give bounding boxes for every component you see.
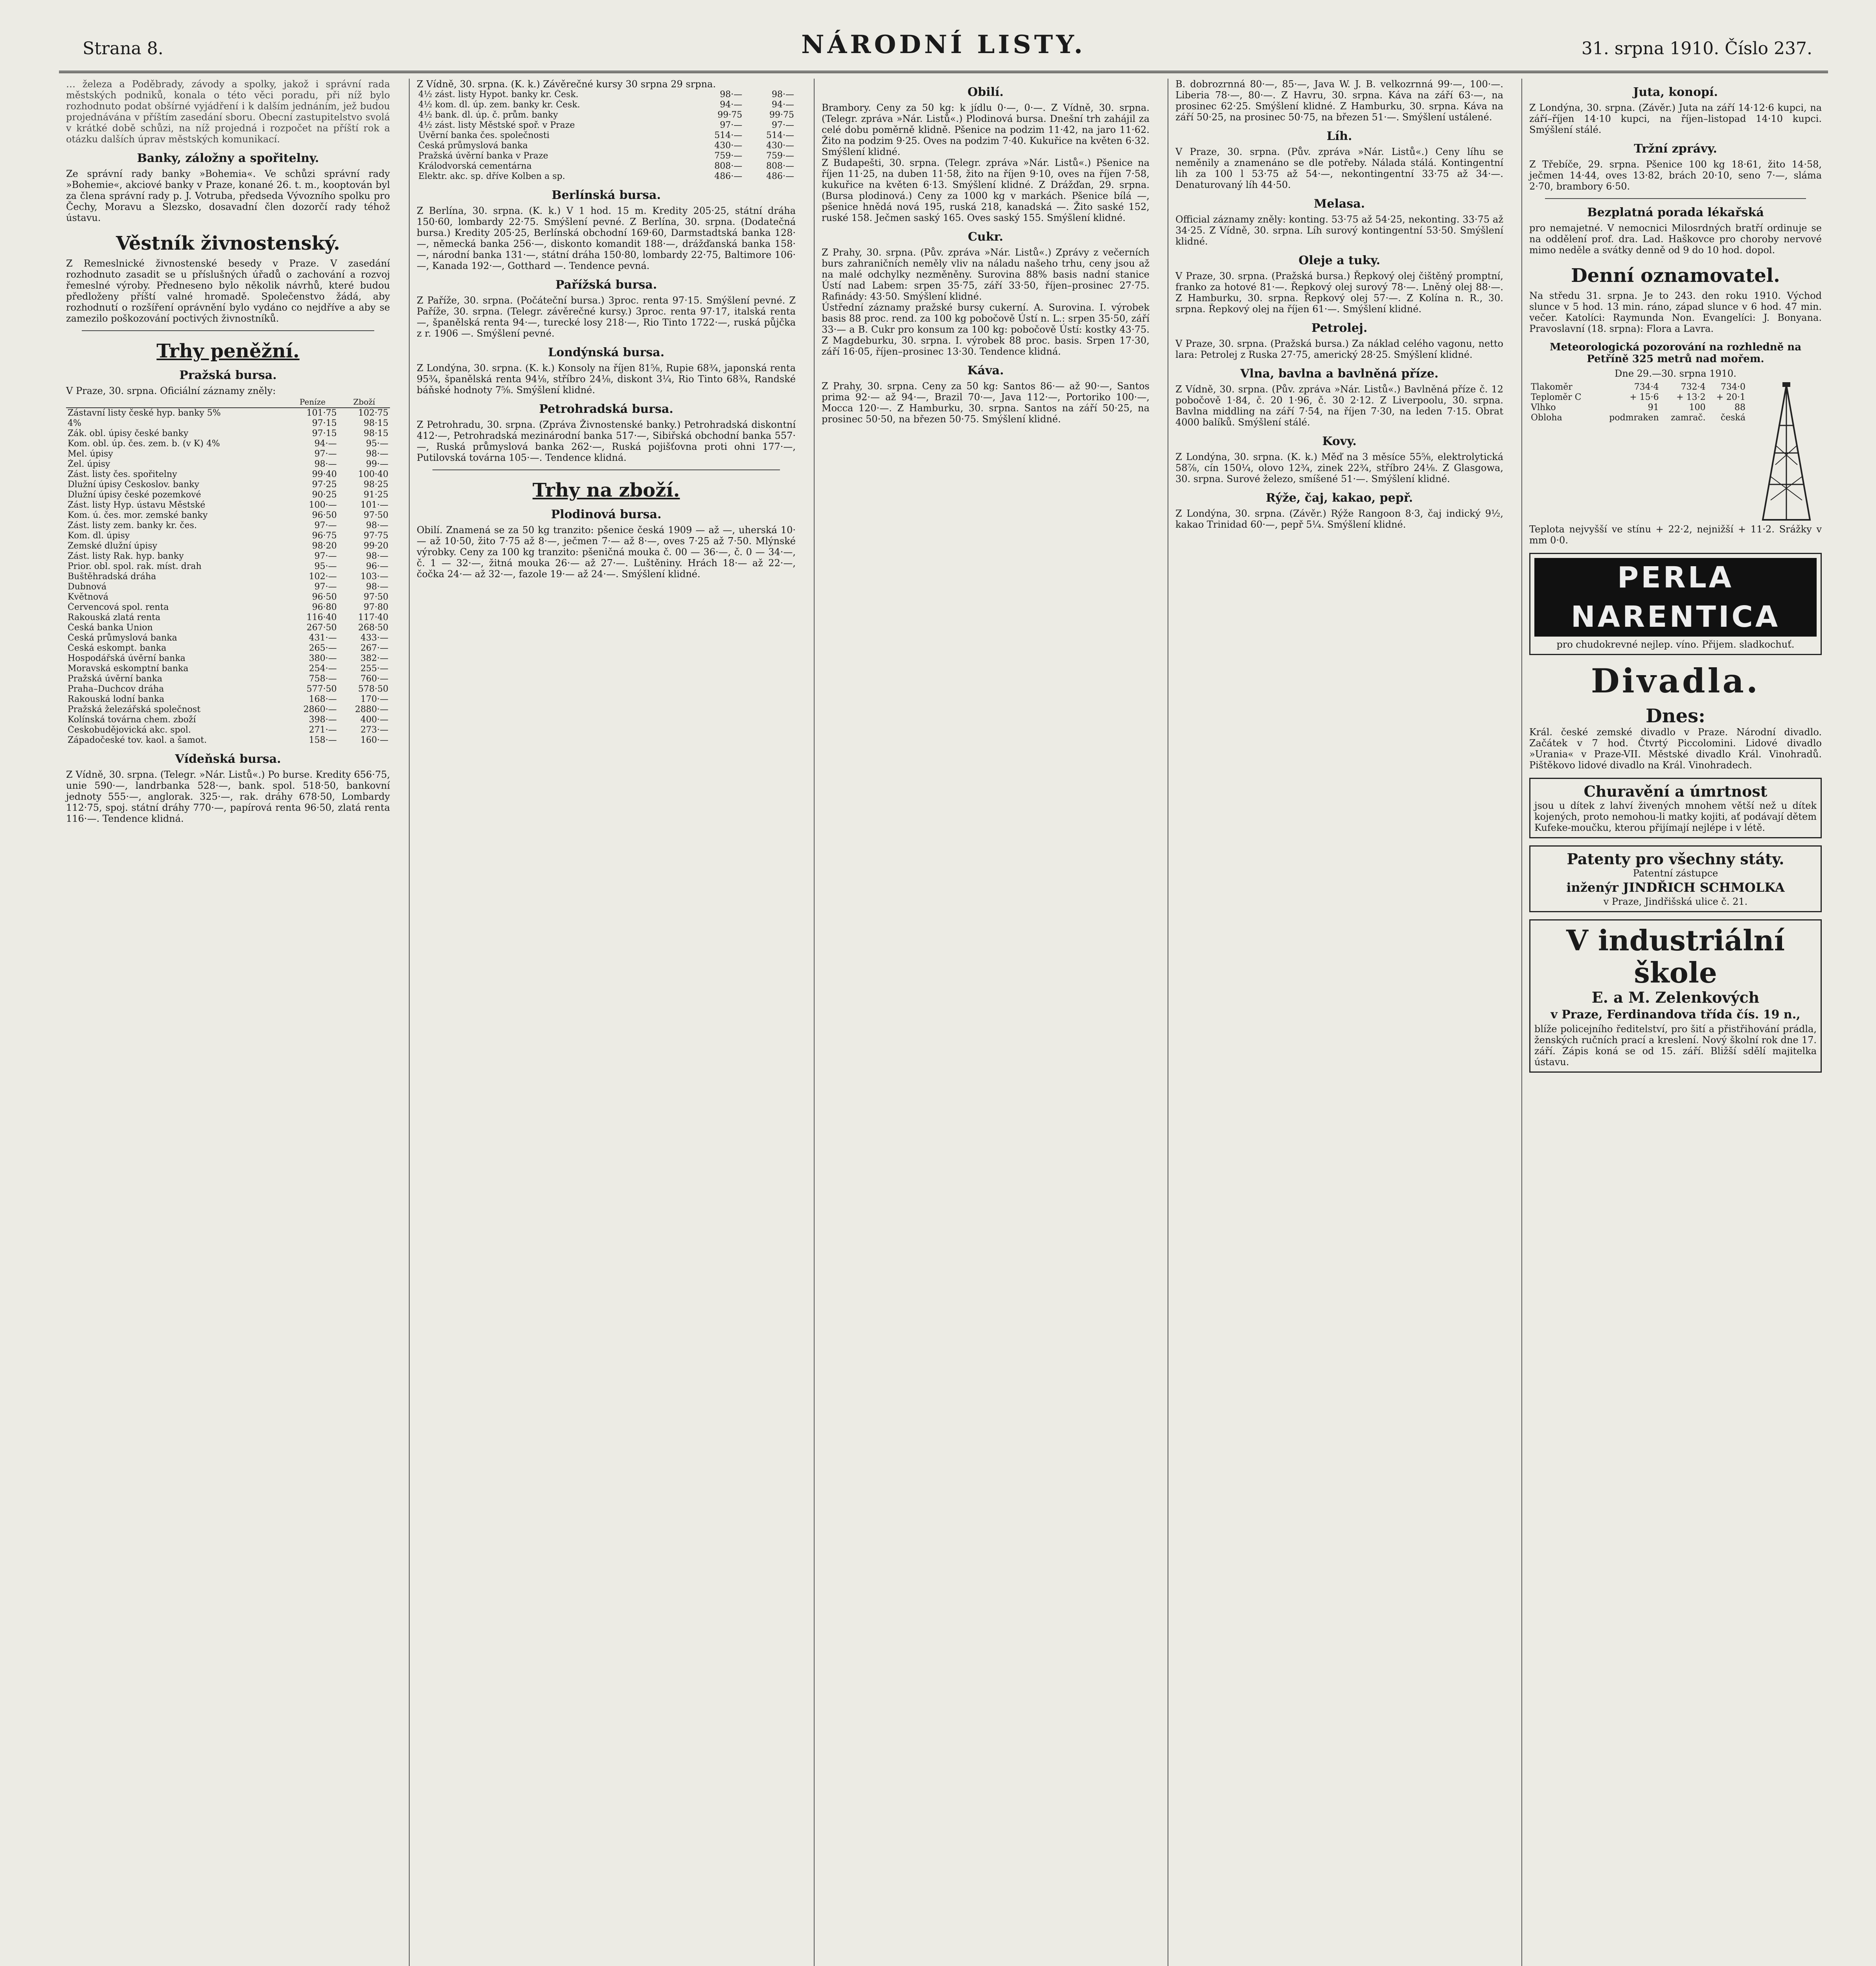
exchange-row [66,684,390,694]
row-value: 577·50 [306,684,337,694]
row-value: 273·— [360,725,388,735]
rice-tea-text: Z Londýna, 30. srpna. (Závěr.) Rýže Rangoon 8·3, čaj indický 9½, kakao Trinidad 60·—, pepř 5¼. Smýšlení klidné. [1175,508,1503,530]
closing-row [417,141,796,151]
exchange-row [66,572,390,582]
school-advert [1529,919,1822,1073]
exchange-row [66,490,390,500]
row-value: 400·— [360,715,388,725]
row-value: česká [1720,413,1745,423]
row-value: 734·4 [1634,382,1659,392]
row-value: 431·— [309,633,337,643]
jute-heading: Juta, konopí. [1633,85,1718,99]
commodity-markets-heading: Trhy na zboží. [532,479,680,501]
row-value: 103·— [360,572,388,582]
row-value: 98·25 [364,480,388,490]
exchange-row [66,694,390,705]
row-value: 97·— [314,551,337,561]
oils-text: V Praze, 30. srpna. (Pražská bursa.) Řepkový olej čištěný promptní, franko za hotové 81·—. Řepkový olej surový 78·—. Lněný olej 88·—. Z Hamburku, 30. srpna. Řepkový olej 57·—. Z Kolína n. R., 30. srpna. Řepkový olej na říjen 61·—. Smýšlení klidné. [1175,271,1503,315]
row-value: 101·75 [306,408,337,418]
sugar-official-text: Ústřední záznamy pražské bursy cukerní. A. Surovina. I. výrobek basis 88 proc. rend. za 100 kg pobočově Ústí n. L.: srpen 35·50, září 33·— a B. Cukr pro konsum za 100 kg: pobočově Ústí: kostky 43·75. Z Magdeburku, 30. srpna. I. výrobek 88 proc. basis. Srpen 17·30, září 16·05, říjen–prosinec 13·30. Tendence klidná. [822,302,1150,357]
row-value: 100·40 [358,469,388,479]
row-value: 99·— [366,459,388,469]
row-label: Kolínská továrna chem. zboží [68,715,196,725]
column-2 [409,79,803,1966]
paris-text: Z Paříže, 30. srpna. (Počáteční bursa.) 3proc. renta 97·15. Smýšlení pevné. Z Paříže, 30. srpna. (Telegr. závěrečné kursy.) 3proc. renta 97·17, italská renta —, španělská renta 94·—, turecké losy 218·—, Rio Tinto 1722·—, ruská půjčka z r. 1906 —. Smýšlení pevné. [417,295,796,339]
table-head-goods: Zboží [338,396,390,408]
row-label: Králodvorská cementárna [418,161,532,171]
budapest-dresden-text: Z Budapešti, 30. srpna. (Telegr. zpráva »Nár. Listů«.) Pšenice na říjen 11·25, na duben 11·58, žito na říjen 9·10, oves na říjen 7·58, kukuřice na květen 6·13. Smýšlení klidné. Z Drážďan, 29. srpna. (Bursa plodinová.) Ceny za 1000 kg v markách. Pšenice bílá —, pšenice hnědá nová 195, ruská 218, kanadská —. Žito saské 152, ruské 158. Ječmen saský 165. Oves saský 155. Smýšlení klidné. [822,157,1150,223]
vienna-exchange-heading: Vídeňská bursa. [175,752,281,766]
row-label: Česká průmyslová banka [418,141,528,151]
meteorology-table [1529,382,1747,423]
row-value: 255·— [360,664,388,674]
exchange-row [66,623,390,633]
exchange-row [66,561,390,572]
daily-announcer-heading: Denní oznamovatel. [1571,265,1780,287]
article-continuation: … železa a Poděbrady, závody a spolky, jakož i správní rada městských podniků, konala o této věci poradu, při níž bylo rozhodnuto podat obšírné vyjádření i k dalším jednáním, jež budou projednávána v příštím zasedání sboru. Obecní zastupitelstvo svolá v krátké době schůzi, na níž projedná i rozpočet na příští rok a otázku dalších úprav městských komunikací. [66,79,390,145]
row-value: 98·— [366,582,388,592]
exchange-row [66,551,390,561]
exchange-row [66,531,390,541]
row-value: 99·20 [364,541,388,551]
exchange-row [66,418,390,429]
patents-subtitle: Patentní zástupce [1633,868,1718,879]
row-value: 2860·— [303,705,337,714]
row-label: Českobudějovická akc. spol. [68,725,191,735]
molasses-text: Official záznamy zněly: konting. 53·75 až 54·25, nekonting. 33·75 až 34·25. Z Vídně, 30. srpna. Líh surový kontingentní 53·50. Smýšlení klidné. [1175,214,1503,247]
column-4 [1168,79,1510,1966]
row-label: Květnová [68,592,109,602]
row-value: 100·— [309,500,337,510]
row-value: 97·— [772,120,794,130]
row-value: 96·— [366,561,388,571]
row-value: 254·— [309,664,337,674]
row-label: Obloha [1531,413,1562,423]
closing-row [417,120,796,131]
row-label: Pražská železářská společnost [68,705,200,714]
churaveni-text: jsou u dítek z lahví živených mnohem větší než u dítek kojených, proto nemohou-li matky kojiti, ať podávají dětem Kufeke-moučku, kterou přijímají nejlépe i v létě. [1534,800,1817,833]
row-label: Kom. ú. čes. mor. zemské banky [68,510,208,520]
column-1 [59,79,397,1966]
row-label: Úvěrní banka čes. společnosti [418,131,550,140]
row-value: 97·50 [364,592,388,602]
exchange-row [66,429,390,439]
row-label: Česká eskompt. banka [68,643,167,653]
row-value: 271·— [309,725,337,735]
vienna-exchange-text: Z Vídně, 30. srpna. (Telegr. »Nár. Listů«.) Po burse. Kredity 656·75, unie 590·—, landrbanka 528·—, bank. spol. 518·50, bankovní jednoty 555·—, anglorak. 325·—, rak. dráhy 678·50, Lombardy 112·75, spoj. státní dráhy 770·—, papírová renta 96·50, zlatá renta 116·—. Tendence klidná. [66,769,390,824]
row-value: 158·— [309,735,337,745]
churaveni-title: Churavění a úmrtnost [1584,782,1767,800]
exchange-row [66,510,390,521]
row-value: 267·— [360,643,388,653]
row-label: Dlužní úpisy Českoslov. banky [68,480,199,490]
column-5 [1521,79,1829,1966]
row-value: 99·75 [717,110,743,120]
row-value: 97·— [720,120,743,130]
row-value: 97·80 [364,602,388,612]
prague-exchange-note: V Praze, 30. srpna. Oficiální záznamy zněly: [66,385,276,396]
row-value: 97·15 [312,429,337,438]
row-value: 514·— [766,131,794,140]
row-label: Dlužní úpisy české pozemkové [68,490,201,500]
produce-exchange-heading: Plodinová bursa. [551,508,662,521]
trade-text: Z Remeslnické živnostenské besedy v Praze. V zasedání rozhodnuto zasadit se u příslušných úřadů o zachování a rozvoj řemeslné výroby. Předneseno bylo několik návrhů, které budou předloženy příští valné hromadě. Společenstvo žádá, aby rozhodnutí o rozšíření oprávnění bylo vydáno co nejdříve a aby se zamezilo poškozování poctivých živnostníků. [66,258,390,324]
exchange-row [66,674,390,684]
exchange-row [66,439,390,449]
london-heading: Londýnská bursa. [548,346,665,359]
row-value: 170·— [360,694,388,704]
row-label: Zemské dlužní úpisy [68,541,157,551]
row-label: Teploměr C [1531,392,1582,402]
row-value: 97·50 [364,510,388,520]
row-label: Západočeské tov. kaol. a šamot. [68,735,207,745]
coffee-heading: Káva. [967,364,1004,377]
row-value: 97·15 [312,418,337,428]
row-value: 98·— [314,459,337,469]
molasses-heading: Melasa. [1314,197,1365,211]
closing-row [417,100,796,110]
row-value: 94·— [314,439,337,449]
wool-cotton-heading: Vlna, bavlna a bavlněná příze. [1240,367,1439,381]
row-value: 268·50 [358,623,388,633]
exchange-row [66,449,390,459]
row-value: + 20·1 [1716,392,1745,402]
row-value: 732·4 [1681,382,1706,392]
row-value: 398·— [309,715,337,725]
row-value: 382·— [360,653,388,663]
row-value: + 15·6 [1630,392,1659,402]
row-value: 96·75 [312,531,337,541]
row-value: 430·— [766,141,794,151]
row-label: Kom. obl. úp. čes. zem. b. (v K) 4% [68,439,220,449]
row-value: 102·— [309,572,337,582]
row-label: Vlhko [1531,403,1556,412]
row-value: 759·— [714,151,743,161]
exchange-row [66,643,390,653]
school-address: v Praze, Ferdinandova třída čís. 19 n., [1550,1008,1801,1022]
exchange-row [66,602,390,613]
exchange-row [66,725,390,735]
issue-date: 31. srpna 1910. Číslo 237. [1581,39,1812,59]
berlin-heading: Berlínská bursa. [552,188,661,202]
exchange-row [66,653,390,664]
closing-row [417,171,796,182]
masthead-title: NÁRODNÍ LISTY. [801,30,1086,59]
row-value: 91·25 [364,490,388,500]
market-reports-text: Z Třebíče, 29. srpna. Pšenice 100 kg 18·61, žito 14·58, ječmen 14·44, oves 13·82, brách 20·10, seno 7·—, sláma 2·70, brambory 6·50. [1529,159,1822,192]
vienna-closing-table [417,90,796,182]
row-label: Česká banka Union [68,623,153,633]
closing-row [417,151,796,161]
jute-text: Z Londýna, 30. srpna. (Závěr.) Juta na září 14·12·6 kupci, na září–říjen 14·10 kupci, na říjen–listopad 14·10 kupci. Smýšlení stálé. [1529,102,1822,135]
row-value: 98·— [366,521,388,530]
exchange-row [66,500,390,510]
banks-text: Ze správní rady banky »Bohemia«. Ve schůzi správní rady »Bohemie«, akciové banky v Praze, konané 26. t. m., kooptován byl za člena správní rady p. J. Votruba, předseda Vývozního spolku pro Čechy, Moravu a Slezsko, dosavadní člen dozorčí rady téhož ústavu. [66,168,390,223]
prague-exchange-table [66,396,390,746]
row-value: 168·— [309,694,337,704]
row-value: 98·— [720,90,743,99]
row-value: 98·— [366,449,388,459]
row-label: Mel. úpisy [68,449,113,459]
row-label: 4½ zást. listy Hypot. banky kr. Česk. [418,90,579,99]
row-value: 90·25 [312,490,337,500]
row-label: Zást. listy čes. spořitelny [68,469,177,479]
exchange-row [66,715,390,725]
exchange-row [66,735,390,746]
row-label: Tlakoměr [1531,382,1573,392]
row-value: 265·— [309,643,337,653]
row-value: 99·40 [312,469,337,479]
row-value: 808·— [766,161,794,171]
row-label: Zást. listy Hyp. ústavu Městské [68,500,206,510]
row-value: 88 [1734,403,1745,412]
row-value: 101·— [360,500,388,510]
exchange-row [66,469,390,480]
closing-row [417,161,796,171]
today-heading: Dnes: [1646,705,1705,727]
exchange-row [66,582,390,592]
row-value: 98·15 [364,429,388,438]
london-text: Z Londýna, 30. srpna. (K. k.) Konsoly na říjen 81⅝, Rupie 68¾, japonská renta 95¾, španělská renta 94⅛, stříbro 24⅛, diskont 3¼, Rio Tinto 68¾, Randské báňské hodnoty 7⅝. Smýšlení klidné. [417,363,796,396]
perla-advert [1529,553,1822,655]
row-value: 98·15 [364,418,388,428]
sugar-text: Z Prahy, 30. srpna. (Pův. zpráva »Nár. Listů«.) Zprávy z večerních burs zahraničních neměly vliv na náladu našeho trhu, ceny jsou až na malé odchylky nezměněny. Surovina 88% basis nadní stanice Ústí nad Labem: srpen 35·75, září 33·50, říjen–prosinec 27·75. Rafinády: 43·50. Smýšlení klidné. [822,247,1150,302]
row-label: Moravská eskomptní banka [68,664,189,674]
row-label: Praha–Duchcov dráha [68,684,164,694]
trade-heading: Věstník živnostenský. [116,232,340,254]
closing-row [417,131,796,141]
row-value: 380·— [309,653,337,663]
exchange-row [66,613,390,623]
petrin-tower-icon [1751,382,1822,524]
row-value: podmraken [1609,413,1659,423]
row-label: Buštěhradská dráha [68,572,156,582]
row-value: 760·— [360,674,388,684]
coffee-text: Z Prahy, 30. srpna. Ceny za 50 kg: Santos 86·— až 90·—, Santos prima 92·— až 94·—, Brazil 70·—, Java 112·—, Portoriko 100·—, Mocca 120·—. Z Hamburku, 30. srpna. Santos na září 50·25, na prosinec 50·50, na březen 50·75. Smýšlení klidné. [822,381,1150,425]
prague-exchange-heading: Pražská bursa. [179,368,277,382]
banks-heading: Banky, záložny a spořitelny. [137,151,319,165]
row-value: 99·75 [769,110,794,120]
row-value: 91 [1648,403,1659,412]
row-value: 734·0 [1721,382,1745,392]
table-head-name [66,396,287,408]
row-value: 98·— [772,90,794,99]
row-label: Zástavní listy české hyp. banky 5% [68,408,221,418]
exchange-row [66,459,390,469]
meteo-row [1529,392,1747,403]
row-label: 4½ bank. dl. úp. č. prům. banky [418,110,558,120]
exchange-row [66,521,390,531]
row-value: 96·50 [312,592,337,602]
row-label: Elektr. akc. sp. dříve Kolben a sp. [418,171,565,181]
meteo-row [1529,382,1747,392]
row-label: 4½ zást. listy Městské spoř. v Praze [418,120,575,130]
exchange-row [66,664,390,674]
closing-row [417,90,796,100]
patents-address: v Praze, Jindřišská ulice č. 21. [1603,896,1748,907]
school-title: V industriální škole [1566,924,1785,989]
row-value: 97·75 [364,531,388,541]
daily-announcer-text: Na středu 31. srpna. Je to 243. den roku 1910. Východ slunce v 5 hod. 13 min. ráno, západ slunce v 6 hod. 47 min. večer. Katolíci: Raymunda Non. Evangelíci: J. Bonyana. Pravoslavní (18. srpna): Flora a Lavra. [1529,290,1822,334]
money-markets-heading: Trhy peněžní. [156,340,300,362]
churaveni-advert [1529,778,1822,838]
perla-title: PERLA NARENTICA [1534,558,1817,637]
spirits-heading: Líh. [1326,129,1352,143]
exchange-row [66,541,390,551]
columns [59,79,1828,1966]
medical-advice-heading: Bezplatná porada lékařská [1587,206,1764,219]
row-value: 116·40 [306,613,337,622]
row-value: 808·— [714,161,743,171]
spirits-text: V Praze, 30. srpna. (Pův. zpráva »Nár. Listů«.) Ceny líhu se neměnily a znamenáno se dle potřeby. Nálada stálá. Kontingentní lih za 100 l 53·75 až 54·—, nekontingentní 33·75 až 34·—. Denaturovaný líh 44·50. [1175,146,1503,190]
rice-tea-heading: Rýže, čaj, kakao, pepř. [1265,491,1413,505]
row-label: Zást. listy zem. banky kr. čes. [68,521,197,530]
row-value: 95·— [314,561,337,571]
row-value: 514·— [714,131,743,140]
row-label: Pražská úvěrní banka [68,674,162,684]
row-value: zamrač. [1670,413,1706,423]
row-value: 2880·— [355,705,388,714]
meteo-row [1529,413,1747,423]
row-label: Kom. dl. úpisy [68,531,130,541]
row-value: 430·— [714,141,743,151]
metals-heading: Kovy. [1322,434,1357,448]
row-value: + 13·2 [1676,392,1706,402]
row-value: 97·25 [312,480,337,490]
column-3 [814,79,1157,1966]
row-value: 100 [1689,403,1706,412]
exchange-row [66,480,390,490]
row-value: 102·75 [358,408,388,418]
row-value: 160·— [360,735,388,745]
row-value: 578·50 [358,684,388,694]
row-value: 96·80 [312,602,337,612]
row-label: Rakouská lodní banka [68,694,165,704]
exchange-row [66,408,390,418]
row-value: 97·— [314,582,337,592]
row-value: 97·— [314,521,337,530]
medical-advice-text: pro nemajetné. V nemocnici Milosrdných bratří ordinuje se na oddělení prof. dra. Lad. Haškovce pro choroby nervové mimo neděle a svátky denně od 9 do 10 hod. dopol. [1529,223,1822,256]
meteorology-footer: Teplota nejvyšší ve stínu + 22·2, nejnižší + 11·2. Srážky v mm 0·0. [1529,524,1822,546]
school-name: E. a M. Zelenkových [1591,989,1760,1006]
petroleum-text: V Praze, 30. srpna. (Pražská bursa.) Za náklad celého vagonu, netto lara: Petrolej z Ruska 27·75, americký 28·25. Smýšlení klidné. [1175,338,1503,360]
newspaper-page [59,31,1828,1966]
row-value: 97·— [314,449,337,459]
row-value: 117·40 [358,613,388,622]
row-value: 267·50 [306,623,337,633]
wool-cotton-text: Z Vídně, 30. srpna. (Pův. zpráva »Nár. Listů«.) Bavlněná příze č. 12 pobočově 1·84, č. 20 1·96, č. 30 2·12. Z Liverpoolu, 30. srpna. Bavlna middling na září 7·54, na říjen 7·30, na leden 7·15. Obrat 4000 balíků. Smýšlení stálé. [1175,384,1503,428]
row-value: 98·20 [312,541,337,551]
patents-advert [1529,845,1822,912]
sugar-heading: Cukr. [968,230,1003,244]
row-value: 758·— [309,674,337,684]
closing-row [417,110,796,120]
table-head-money: Peníze [287,396,338,408]
vienna-closing-text: Z Vídně, 30. srpna. (K. k.) Závěrečné kursy 30 srpna 29 srpna. [417,79,716,90]
market-reports-heading: Tržní zprávy. [1634,142,1717,156]
patents-title: Patenty pro všechny státy. [1567,850,1784,868]
row-value: 95·— [366,439,388,449]
row-value: 94·— [772,100,794,110]
school-text: blíže policejního ředitelství, pro šití a přistřihování prádla, ženských ručních prací a kreslení. Nový školní rok dne 17. září. Zápis koná se od 15. září. Bližší sdělí majitelka ústavu. [1534,1023,1817,1068]
row-value: 94·— [720,100,743,110]
row-value: 96·50 [312,510,337,520]
grain-text: Brambory. Ceny za 50 kg: k jídlu 0·—, 0·—. Z Vídně, 30. srpna. (Telegr. zpráva »Nár. Listů«.) Plodinová bursa. Dnešní trh zahájil za celé dobu poměrně klidně. Pšenice na podzim 11·42, na jaro 11·62. Žito na podzim 9·25. Oves na podzim 7·40. Kukuřice na květen 6·32. Smýšlení klidné. [822,102,1150,157]
exchange-row [66,592,390,602]
berlin-text: Z Berlína, 30. srpna. (K. k.) V 1 hod. 15 m. Kredity 205·25, státní dráha 150·60, lombardy 22·75. Smýšlení pevné. Z Berlína, 30. srpna. (Dodatečná bursa.) Kredity 205·25, Berlínská obchodní 169·60, Darmstadtská banka 128·—, německá banka 256·—, diskonto komandit 188·—, drážďanská banka 158·—, národní banka 131·—, státní dráha 150·80, lombardy 22·75, Baltimore 106·—, Kanada 192·—, Gotthard —. Tendence pevná. [417,205,796,271]
row-label: Prior. obl. spol. rak. míst. drah [68,561,202,571]
grain-heading: Obilí. [967,85,1004,99]
produce-exchange-text: Obilí. Znamená se za 50 kg tranzito: pšenice česká 1909 — až —, uherská 10·— až 10·50, žito 7·75 až 8·—, ječmen 7·— až 8·—, oves 7·25 až 7·50. Mlýnské výrobky. Ceny za 100 kg tranzito: pšeničná mouka č. 00 — 36·—, č. 0 — 34·—, č. 1 — 32·—, žitná mouka 26·— až 27·—. Luštěniny. Hrách 18·— až 22·—, čočka 24·— až 32·—, fazole 19·— až 24·—. Smýšlení klidné. [417,525,796,580]
petersburg-text: Z Petrohradu, 30. srpna. (Zpráva Živnostenské banky.) Petrohradská diskontní 412·—, Petrohradská mezinárodní banka 517·—, Sibiřská obchodní banka 557·—, Ruská průmyslová banka 262·—, Ruská pojišťovna proti ohni 177·—, Putilovská továrna 105·—. Tendence klidná. [417,419,796,463]
row-label: Hospodářská úvěrní banka [68,653,186,663]
coffee-continued-text: B. dobrozrnná 80·—, 85·—, Java W. J. B. velkozrnná 99·—, 100·—. Liberia 78·—, 80·—. Z Havru, 30. srpna. Káva na září 63·—, na prosinec 62·25. Smýšlení klidné. Z Hamburku, 30. srpna. Káva na září 50·25, na prosinec 50·75, na březen 51·—. Smýšlení ustálené. [1175,79,1503,123]
row-label: Dubnová [68,582,107,592]
row-value: 433·— [360,633,388,643]
meteo-row [1529,403,1747,413]
row-label: Česká průmyslová banka [68,633,177,643]
meteorology-block [1529,382,1822,524]
row-label: Žel. úpisy [68,459,110,469]
page-number: Strana 8. [83,39,164,59]
meteorology-heading: Meteorologická pozorování na rozhledně na Petříně 325 metrů nad mořem. [1549,341,1802,365]
petroleum-heading: Petrolej. [1311,321,1368,335]
row-label: 4% [68,418,81,428]
row-label: Pražská úvěrní banka v Praze [418,151,548,161]
theatres-text: Král. české zemské divadlo v Praze. Národní divadlo. Začátek v 7 hod. Čtvrtý Piccolomini. Lidové divadlo »Urania« v Praze-VII. Městské divadlo Král. Vinohradů. Pištěkovo lidové divadlo na Král. Vinohradech. [1529,727,1822,771]
row-value: 759·— [766,151,794,161]
exchange-row [66,705,390,715]
meteorology-date: Dne 29.—30. srpna 1910. [1615,368,1736,379]
petersburg-heading: Petrohradská bursa. [539,402,673,416]
row-label: Červencová spol. renta [68,602,169,612]
row-value: 98·— [366,551,388,561]
row-label: Rakouská zlatá renta [68,613,161,622]
theatres-heading: Divadla. [1591,661,1760,700]
row-label: 4½ kom. dl. úp. zem. banky kr. Česk. [418,100,580,110]
page-header [59,31,1828,73]
row-value: 486·— [766,171,794,181]
paris-heading: Pařížská bursa. [555,278,657,292]
perla-subtitle: pro chudokrevné nejlep. víno. Přijem. sladkochuť. [1556,639,1795,650]
metals-text: Z Londýna, 30. srpna. (K. k.) Měď na 3 měsíce 55⅝, elektrolytická 58⅞, cín 150¼, olovo 12¾, zinek 22¾, stříbro 24⅛. Z Glasgowa, 30. srpna. Surové železo, smíšené 51·—. Smýšlení klidné. [1175,451,1503,484]
row-label: Zást. listy Rak. hyp. banky [68,551,184,561]
exchange-row [66,633,390,643]
oils-heading: Oleje a tuky. [1298,254,1380,267]
row-value: 486·— [714,171,743,181]
patents-name: inženýr JINDŘICH SCHMOLKA [1566,880,1785,895]
row-label: Zák. obl. úpisy české banky [68,429,189,438]
